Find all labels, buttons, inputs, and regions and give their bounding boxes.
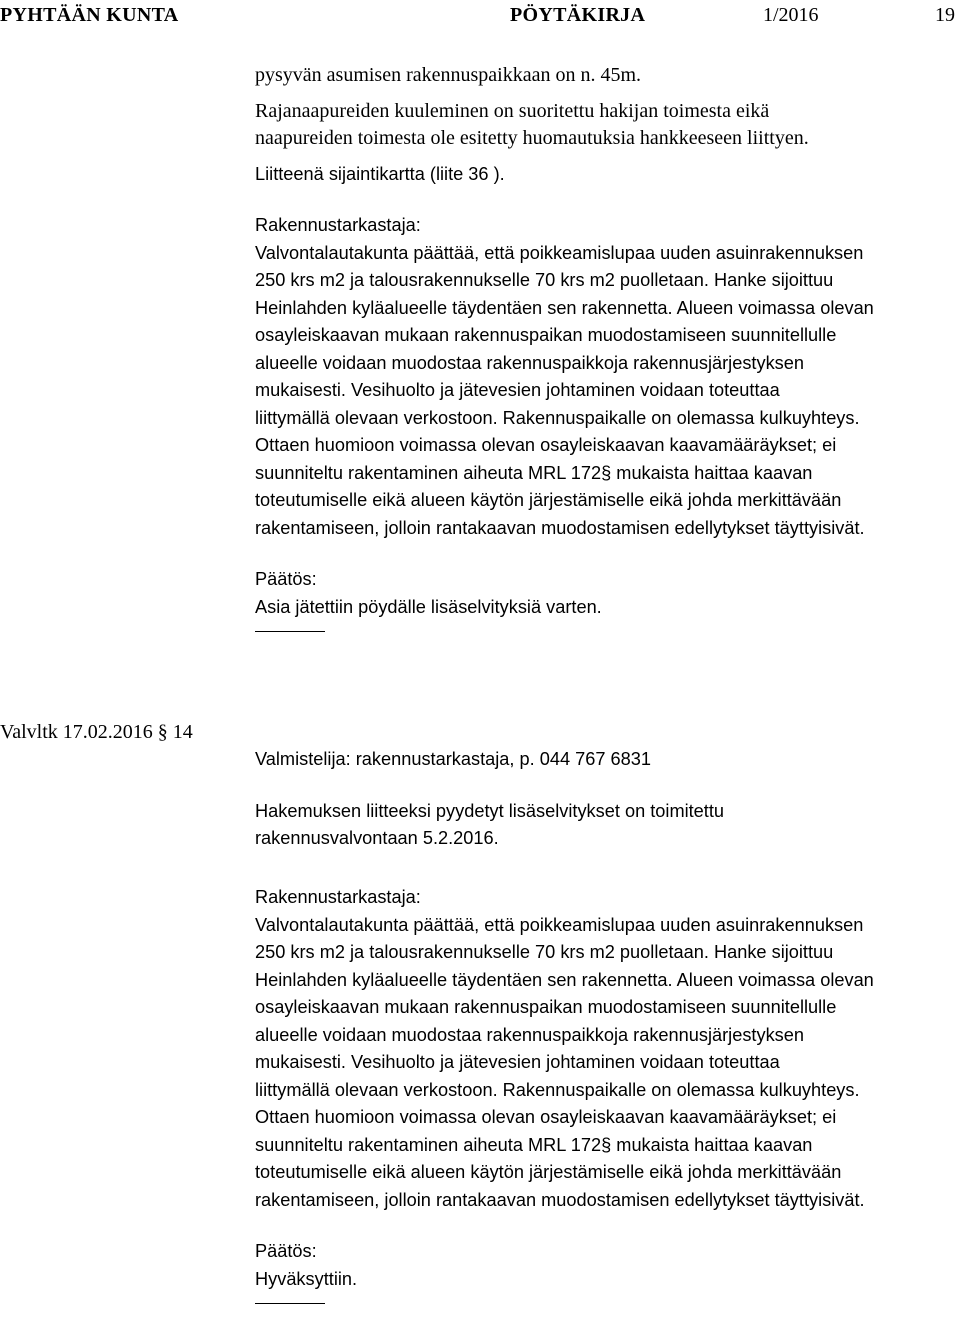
proposal-line: rakentamiseen, jolloin rantakaavan muodostamisen edellytykset täyttyisivät. <box>255 1189 865 1210</box>
proposal-line: 250 krs m2 ja talousrakennukselle 70 krs m2 puolletaan. Hanke sijoittuu <box>255 270 834 290</box>
page-header <box>0 0 960 30</box>
proposal-line: alueelle voidaan muodostaa rakennuspaikkoja rakennusjärjestyksen <box>255 1024 804 1045</box>
proposal-line: Valvontalautakunta päättää, että poikkeamislupaa uuden asuinrakennuksen <box>255 242 864 263</box>
proposal-text <box>255 912 960 1215</box>
proposal-line: osayleiskaavan mukaan rakennuspaikan muodostamiseen suunnitellulle <box>255 997 837 1017</box>
decision-text: Asia jätettiin pöydälle lisäselvityksiä varten. <box>255 596 602 617</box>
supplement-line: rakennusvalvontaan 5.2.2016. <box>255 828 499 848</box>
section-preparation <box>255 746 960 853</box>
section-divider <box>255 631 325 632</box>
proposal-heading: Rakennustarkastaja: <box>255 887 421 907</box>
proposal-line: Ottaen huomioon voimassa olevan osayleiskaavan kaavamääräykset; ei <box>255 1107 837 1127</box>
proposal-line: liittymällä olevaan verkostoon. Rakennuspaikalle on olemassa kulkuyhteys. <box>255 1079 860 1100</box>
document-number: 1/2016 <box>763 4 819 26</box>
proposal-line: liittymällä olevaan verkostoon. Rakennuspaikalle on olemassa kulkuyhteys. <box>255 407 860 428</box>
proposal-line: mukaisesti. Vesihuolto ja jätevesien johtaminen voidaan toteuttaa <box>255 1052 780 1072</box>
page-number: 19 <box>935 4 955 26</box>
decision-text: Hyväksyttiin. <box>255 1268 358 1289</box>
proposal-line: suunniteltu rakentaminen aiheuta MRL 172§ mukaista haittaa kaavan <box>255 462 813 483</box>
proposal-line: 250 krs m2 ja talousrakennukselle 70 krs m2 puolletaan. Hanke sijoittuu <box>255 942 834 962</box>
decision-heading: Päätös: <box>255 569 317 589</box>
organization-name: PYHTÄÄN KUNTA <box>0 4 179 26</box>
section-previous-meeting <box>255 62 960 632</box>
proposal-line: toteutumiselle eikä alueen käytön järjestämiselle eikä johda merkittävään <box>255 490 842 510</box>
section-divider <box>255 1303 325 1304</box>
proposal-line: Heinlahden kyläalueelle täydentäen sen rakennetta. Alueen voimassa olevan <box>255 969 874 990</box>
section-current-decision <box>255 884 960 1304</box>
proposal-line: Ottaen huomioon voimassa olevan osayleiskaavan kaavamääräykset; ei <box>255 435 837 455</box>
proposal-line: rakentamiseen, jolloin rantakaavan muodostamisen edellytykset täyttyisivät. <box>255 517 865 538</box>
decision-heading: Päätös: <box>255 1241 317 1261</box>
intro-line: pysyvän asumisen rakennuspaikkaan on n. 45m. <box>255 64 642 86</box>
proposal-text <box>255 240 960 543</box>
document-type: PÖYTÄKIRJA <box>510 4 646 26</box>
meeting-reference: Valvltk 17.02.2016 § 14 <box>0 721 193 743</box>
proposal-line: toteutumiselle eikä alueen käytön järjestämiselle eikä johda merkittävään <box>255 1162 842 1182</box>
attachment-note: Liitteenä sijaintikartta (liite 36 ). <box>255 163 505 184</box>
proposal-line: Valvontalautakunta päättää, että poikkeamislupaa uuden asuinrakennuksen <box>255 914 864 935</box>
preparer-line: Valmistelija: rakennustarkastaja, p. 044 767 6831 <box>255 749 651 769</box>
proposal-line: osayleiskaavan mukaan rakennuspaikan muodostamiseen suunnitellulle <box>255 325 837 345</box>
proposal-line: mukaisesti. Vesihuolto ja jätevesien johtaminen voidaan toteuttaa <box>255 380 780 400</box>
supplement-line: Hakemuksen liitteeksi pyydetyt lisäselvitykset on toimitettu <box>255 800 725 821</box>
hearing-line: naapureiden toimesta ole esitetty huomautuksia hankkeeseen liittyen. <box>255 127 809 149</box>
proposal-heading: Rakennustarkastaja: <box>255 215 421 235</box>
proposal-line: alueelle voidaan muodostaa rakennuspaikkoja rakennusjärjestyksen <box>255 352 804 373</box>
hearing-line: Rajanaapureiden kuuleminen on suoritettu hakijan toimesta eikä <box>255 99 770 122</box>
proposal-line: Heinlahden kyläalueelle täydentäen sen rakennetta. Alueen voimassa olevan <box>255 297 874 318</box>
proposal-line: suunniteltu rakentaminen aiheuta MRL 172§ mukaista haittaa kaavan <box>255 1134 813 1155</box>
